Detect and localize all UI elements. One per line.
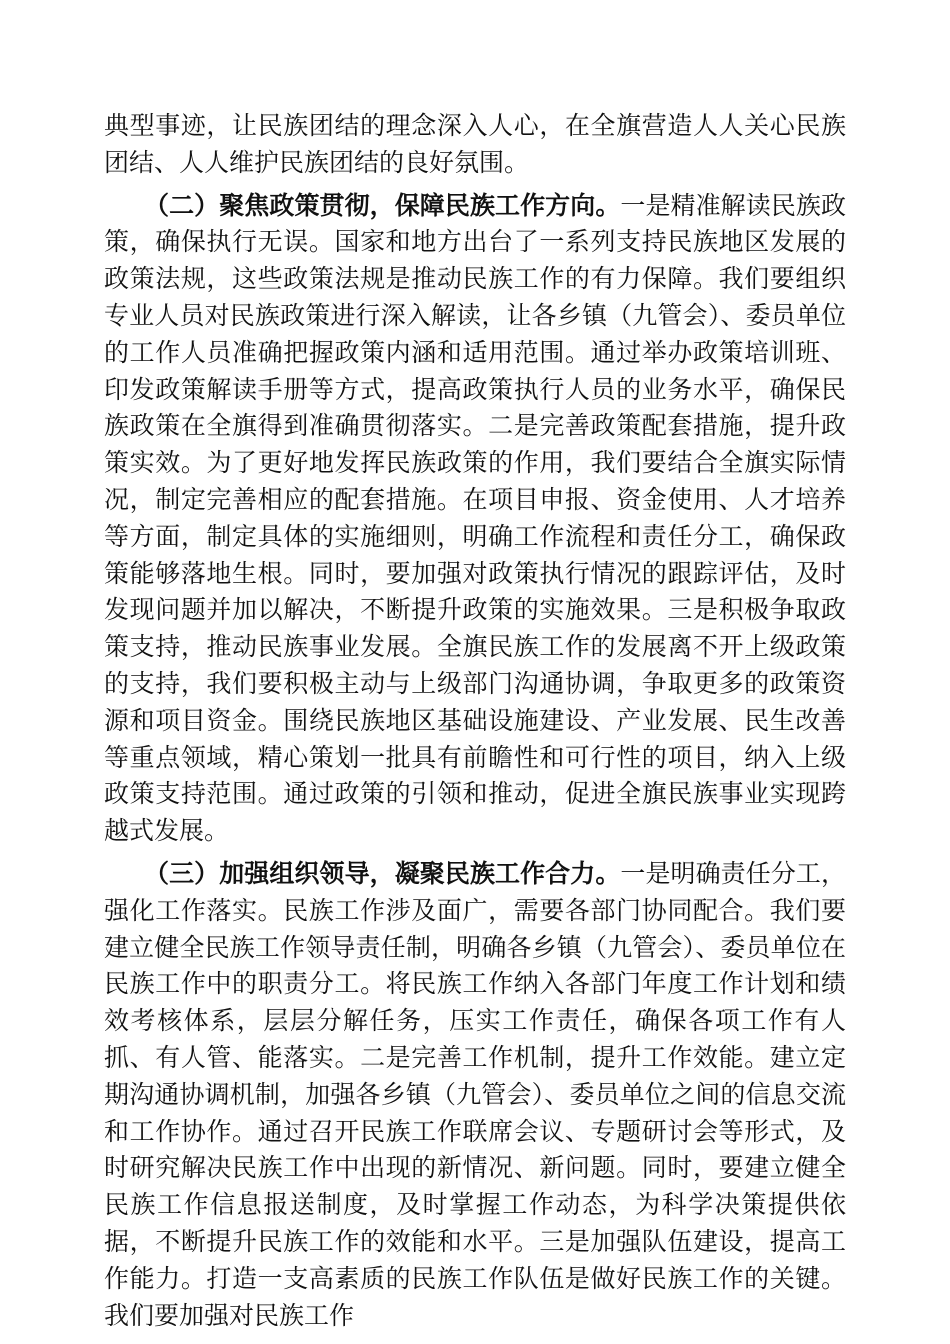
section-heading: （三）加强组织领导，凝聚民族工作合力。 [144, 858, 621, 888]
paragraph-section-2 [104, 188, 846, 850]
paragraph-section-3 [104, 856, 846, 1334]
paragraph-text: 一是明确责任分工，强化工作落实。民族工作涉及面广，需要各部门协同配合。我们要建立健全民族工作领导责任制，明确各乡镇（九管会）、委员单位在民族工作中的职责分工。将民族工作纳入各部门年度工作计划和绩效考核体系，层层分解任务，压实工作责任，确保各项工作有人抓、有人管、能落实。二是完善工作机制，提升工作效能。建立定期沟通协调机制，加强各乡镇（九管会）、委员单位之间的信息交流和工作协作。通过召开民族工作联席会议、专题研讨会等形式，及时研究解决民族工作中出现的新情况、新问题。同时，要建立健全民族工作信息报送制度，及时掌握工作动态，为科学决策提供依据，不断提升民族工作的效能和水平。三是加强队伍建设，提高工作能力。打造一支高素质的民族工作队伍是做好民族工作的关键。我们要加强对民族工作 [104, 858, 846, 1330]
paragraph-text: 典型事迹，让民族团结的理念深入人心，在全旗营造人人关心民族团结、人人维护民族团结的良好氛围。 [104, 111, 846, 177]
section-heading: （二）聚焦政策贯彻，保障民族工作方向。 [144, 190, 621, 220]
document-page [104, 108, 846, 1340]
paragraph-text: 一是精准解读民族政策，确保执行无误。国家和地方出台了一系列支持民族地区发展的政策法规，这些政策法规是推动民族工作的有力保障。我们要组织专业人员对民族政策进行深入解读，让各乡镇（九管会）、委员单位的工作人员准确把握政策内涵和适用范围。通过举办政策培训班、印发政策解读手册等方式，提高政策执行人员的业务水平，确保民族政策在全旗得到准确贯彻落实。二是完善政策配套措施，提升政策实效。为了更好地发挥民族政策的作用，我们要结合全旗实际情况，制定完善相应的配套措施。在项目申报、资金使用、人才培养等方面，制定具体的实施细则，明确工作流程和责任分工，确保政策能够落地生根。同时，要加强对政策执行情况的跟踪评估，及时发现问题并加以解决，不断提升政策的实施效果。三是积极争取政策支持，推动民族事业发展。全旗民族工作的发展离不开上级政策的支持，我们要积极主动与上级部门沟通协调，争取更多的政策资源和项目资金。围绕民族地区基础设施建设、产业发展、民生改善等重点领域，精心策划一批具有前瞻性和可行性的项目，纳入上级政策支持范围。通过政策的引领和推动，促进全旗民族事业实现跨越式发展。 [104, 190, 846, 846]
paragraph-continuation [104, 108, 846, 182]
